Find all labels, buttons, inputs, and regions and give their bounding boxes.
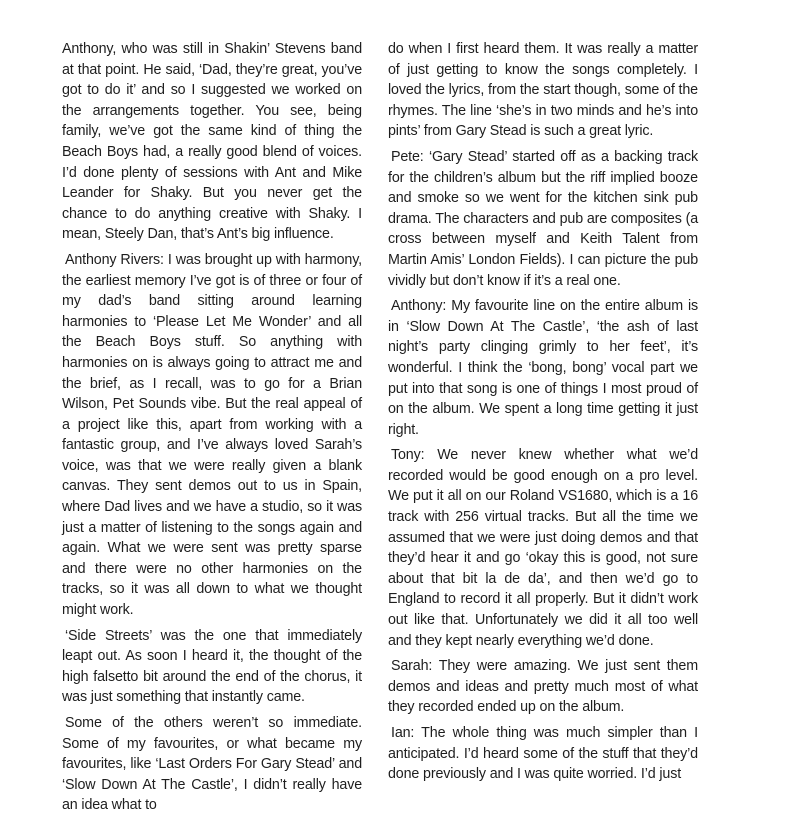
- left-column: [62, 39, 362, 821]
- paragraph: Pete: ‘Gary Stead’ started off as a backing track for the children’s album but the riff implied booze and smoke so we went for the kitchen sink pub drama. The characters and pub are composites (a cross between myself and Keith Talent from Martin Amis’ London Fields). I can picture the pub vividly but don’t know if it’s a real one.: [388, 148, 698, 289]
- paragraph: Anthony, who was still in Shakin’ Stevens band at that point. He said, ‘Dad, they’re great, you’ve got to do it’ and so I suggested we worked on the arrangements together. You see, being family, we’ve got the same kind of thing the Beach Boys had, a really good blend of voices. I’d done plenty of sessions with Ant and Mike Leander for Shaky. But you never get the chance to do anything creative with Shaky. I mean, Steely Dan, that’s Ant’s big influence.: [62, 41, 362, 243]
- paragraph: Some of the others weren’t so immediate. Some of my favourites, or what became my favourites, like ‘Last Orders For Gary Stead’ and ‘Slow Down At The Castle’, I didn’t really have an idea what to: [62, 715, 362, 814]
- paragraph: ‘Side Streets’ was the one that immediately leapt out. As soon I heard it, the thought of the high falsetto bit around the end of the chorus, it was just something that instantly came.: [62, 627, 362, 706]
- paragraph: Anthony: My favourite line on the entire album is in ‘Slow Down At The Castle’, ‘the ash of last night’s party clinging grimly to her feet’, it’s wonderful. I think the ‘bong, bong’ vocal part we put into that song is one of things I most proud of on the album. We spent a long time getting it just right.: [388, 298, 698, 438]
- paragraph: Anthony Rivers: I was brought up with harmony, the earliest memory I’ve got is of three or four of my dad’s band sitting around learning harmonies to ‘Please Let Me Wonder’ and all the Beach Boys stuff. So anything with harmonies on is always going to attract me and the brief, as I recall, was to go for a Brian Wilson, Pet Sounds vibe. But the real appeal of a project like this, apart from working with a fantastic group, and I’ve always loved Sarah’s voice, was that we were really given a blank canvas. They sent demos out to us in Spain, where Dad lives and we have a studio, so it was just a matter of listening to the songs again and again. What we were sent was pretty sparse and there were no other harmonies on the tracks, so it was all down to what we thought might work.: [62, 251, 362, 619]
- paragraph: Tony: We never knew whether what we’d recorded would be good enough on a pro level. We put it all on our Roland VS1680, which is a 16 track with 256 virtual tracks. But all the time we assumed that we were just doing demos and that they’d hear it and go ‘okay this is good, not sure about that bit la de da’, and then we’d go to England to record it all properly. But it didn’t work out like that. Unfortunately we did it all too well and they kept nearly everything we’d done.: [388, 447, 698, 649]
- paragraph: Ian: The whole thing was much simpler than I anticipated. I’d heard some of the stuff that they’d done previously and I was quite worried. I’d just: [388, 725, 698, 783]
- right-column: [388, 39, 698, 790]
- paragraph: Sarah: They were amazing. We just sent them demos and ideas and pretty much most of what they recorded ended up on the album.: [388, 658, 698, 716]
- paragraph: do when I first heard them. It was really a matter of just getting to know the songs completely. I loved the lyrics, from the start though, some of the rhymes. The line ‘she’s in two minds and he’s into pints’ from Gary Stead is such a great lyric.: [388, 41, 698, 140]
